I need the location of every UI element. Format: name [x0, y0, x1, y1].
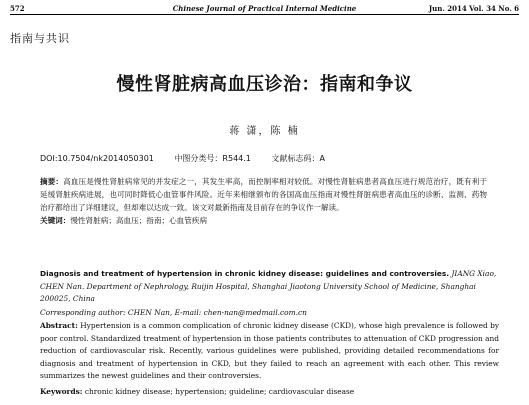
english-title-block — [40, 268, 499, 306]
issue-info: Jun. 2014 Vol. 34 No. 6 — [428, 4, 519, 13]
abstract-cn-text: 高血压是慢性肾脏病常见的并发症之一，其发生率高，而控制率相对较低。对慢性肾脏病患者高血压进行规范治疗，既有利于延缓肾脏疾病进展，也可同时降低心血管事件风险。近年来相继颁布的各国高血压指南对慢性肾脏病患者高血压的诊断、监测、药物治疗都给出了详细建议，但却难以达成一致。该文对最新指南及目前存在的争议作一解读。 — [40, 177, 488, 212]
abstract-cn-block — [40, 175, 487, 227]
journal-name: Chinese Journal of Practical Internal Medicine — [172, 4, 357, 13]
abstract-en-text: Hypertension is a common complication of chronic kidney disease (CKD), whose high prevalence is followed by poor control. Standardized treatment of hypertension in those patients contributes to attenuation of CKD progression and reduction of cardiovascular risk. Recently, various guidelines were published, providing detailed recommendations for diagnosis and treatment of hypertension in CKD, but they failed to reach an agreement with each other. This review summarizes the newest guidelines and their controversies. — [40, 321, 500, 380]
abstract-en-label: Abstract: — [40, 321, 78, 330]
authors-cn: 蒋 潇，陈 楠 — [229, 126, 300, 137]
section-label: 指南与共识 — [10, 32, 70, 45]
keywords-en — [40, 386, 499, 399]
title-en: Diagnosis and treatment of hypertension in chronic kidney disease: guidelines and controversies. — [40, 269, 450, 278]
document-code: 文献标志码：A — [271, 154, 325, 163]
keywords-cn-text: 慢性肾脏病；高血压；指南；心血管疾病 — [70, 216, 208, 225]
keywords-cn-label: 关键词： — [40, 216, 71, 225]
article-meta — [40, 153, 343, 164]
clc-number: 中图分类号：R544.1 — [174, 154, 251, 163]
abstract-en — [40, 320, 499, 383]
corresponding-author: Corresponding author: CHEN Nan, E-mail: chen-nan@medmail.com.cn — [40, 308, 307, 317]
keywords-en-label: Keywords: — [40, 387, 83, 396]
page-number: 572 — [10, 4, 25, 13]
running-header — [10, 3, 519, 15]
keywords-cn — [40, 214, 487, 227]
authors-en: JIANG Xiao, CHEN Nan. — [40, 269, 497, 291]
abstract-cn — [40, 175, 487, 214]
affiliation-en: Department of Nephrology, Ruijin Hospital, Shanghai Jiaotong University School of Medicine, Shanghai 200025, China — [40, 281, 476, 303]
abstract-cn-label: 摘要： — [40, 177, 64, 186]
doi: DOI:10.7504/nk2014050301 — [40, 154, 154, 163]
article-title-cn: 慢性肾脏病高血压诊治：指南和争议 — [116, 74, 413, 95]
keywords-en-text: chronic kidney disease; hypertension; guideline; cardiovascular disease — [84, 387, 355, 396]
